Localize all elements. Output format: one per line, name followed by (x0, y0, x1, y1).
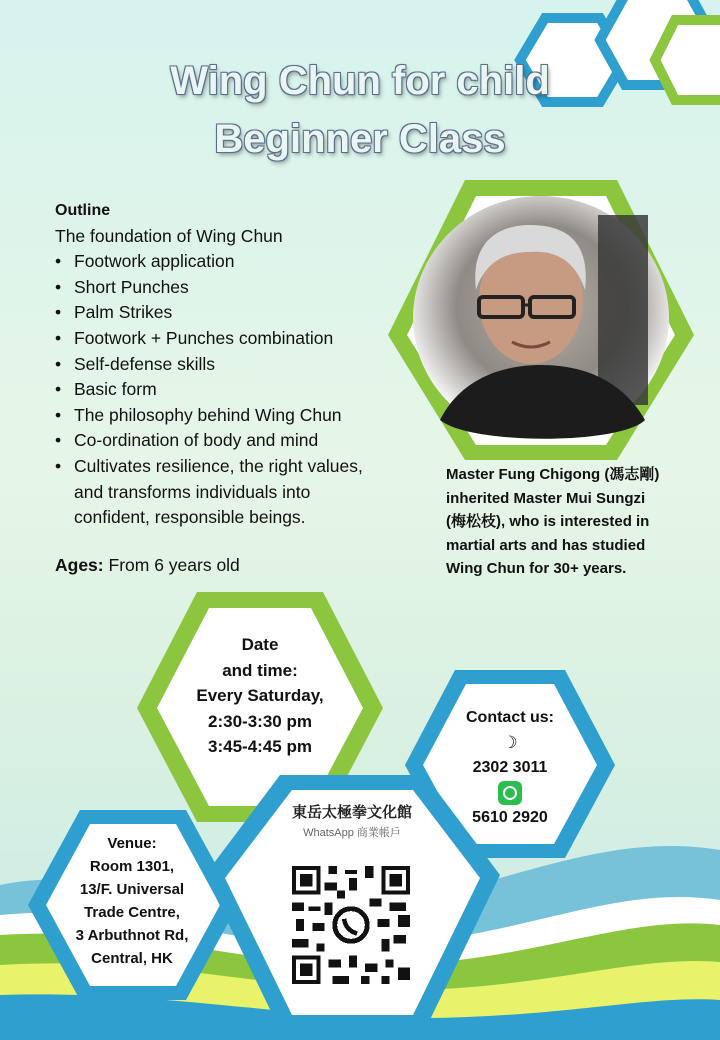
poster-title (0, 52, 720, 168)
bio-line: Master Fung Chigong (馮志剛) (446, 466, 660, 483)
title-line-2: Beginner Class (214, 117, 506, 161)
schedule-text (180, 632, 340, 760)
list-item: • Basic form (55, 377, 415, 403)
master-bio (446, 463, 706, 581)
title-line-1: Wing Chun for child (170, 59, 550, 103)
bio-line: martial arts and has studied (446, 536, 646, 554)
venue-line: 13/F. Universal (79, 881, 185, 898)
schedule-line: Every Saturday, (196, 686, 324, 705)
ages-value: From 6 years old (108, 555, 240, 575)
outline-intro: The foundation of Wing Chun (55, 225, 283, 246)
contact-text (445, 705, 575, 830)
venue-line: Trade Centre, (84, 904, 180, 921)
venue-line: Room 1301, (89, 858, 175, 875)
list-item-line: and transforms individuals into (74, 481, 311, 502)
venue-line: 3 Arbuthnot Rd, (75, 927, 189, 944)
list-item: • Palm Strikes (55, 300, 415, 326)
whatsapp-icon (498, 781, 522, 805)
phone-icon: ☽ (502, 733, 518, 752)
whatsapp-number[interactable]: 5610 2920 (472, 809, 548, 826)
bio-line: inherited Master Mui Sungzi (446, 489, 646, 507)
list-item: • Short Punches (55, 275, 415, 301)
list-item (55, 454, 415, 531)
ages-label: Ages: (55, 555, 104, 575)
list-item-line: • Cultivates resilience, the right values, (74, 455, 363, 476)
list-item: • The philosophy behind Wing Chun (55, 403, 415, 429)
schedule-line: 2:30-3:30 pm (208, 711, 312, 731)
qr-title: 東岳太極拳文化館 (291, 804, 412, 821)
master-photo-frame (388, 180, 694, 460)
list-item-line: confident, responsible beings. (74, 507, 306, 528)
outline-heading: Outline (55, 202, 111, 219)
qr-subtitle: WhatsApp 商業帳戶 (303, 827, 401, 839)
list-item: • Footwork + Punches combination (55, 326, 415, 352)
schedule-line: and time: (222, 660, 298, 680)
venue-line: Central, HK (91, 950, 173, 967)
outline-list (55, 249, 415, 531)
phone-number[interactable]: 2302 3011 (472, 759, 548, 776)
outline-section (55, 198, 415, 531)
qr-code[interactable] (292, 866, 410, 984)
bio-line: (梅松枝), who is interested in (446, 513, 650, 530)
schedule-line: 3:45-4:45 pm (208, 737, 312, 756)
list-item: • Self-defense skills (55, 352, 415, 378)
contact-label: Contact us: (466, 709, 554, 726)
list-item: • Footwork application (55, 249, 415, 275)
ages-line (55, 555, 240, 576)
venue-line: Venue: (107, 835, 157, 852)
list-item: • Co-ordination of body and mind (55, 428, 415, 454)
schedule-line: Date (241, 635, 279, 654)
venue-text (72, 832, 192, 970)
bio-line: Wing Chun for 30+ years. (446, 560, 627, 577)
